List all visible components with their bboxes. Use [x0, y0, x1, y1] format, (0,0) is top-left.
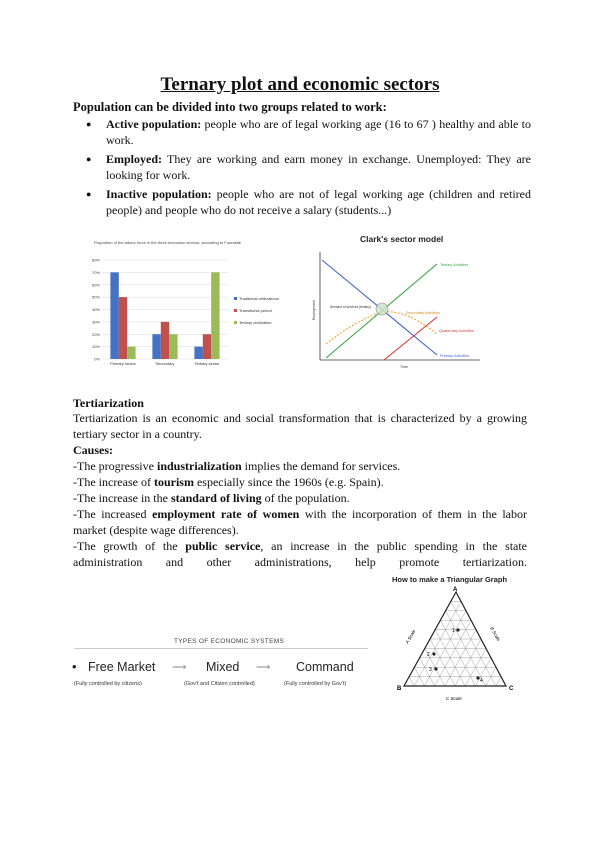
list-item	[86, 116, 531, 148]
data-point	[456, 628, 459, 631]
vertex-b-label: B	[397, 686, 402, 692]
cause-post: of the population.	[261, 491, 350, 505]
cause-pre: -The progressive	[73, 459, 157, 473]
triangle-gridline	[451, 601, 496, 686]
legend-label: Transitional period	[239, 308, 272, 313]
triangular-graph	[386, 570, 530, 704]
quaternary-line	[384, 317, 437, 360]
service-label: Demand of services (tertiary)	[330, 305, 371, 309]
triangle-gridline	[414, 601, 461, 686]
chart-caption: Proportion of the labour force in the three economic sectors, according to Fourastié	[94, 240, 241, 245]
y-tick-label: 0%	[94, 356, 100, 362]
term: Inactive population:	[106, 187, 212, 201]
x-axis-label: Time	[400, 365, 408, 369]
x-tick-label: Secondary	[155, 361, 175, 366]
legend-label: Traditional civilizations	[239, 296, 279, 301]
point-label: 4	[480, 678, 483, 684]
mixed-label: Mixed	[206, 660, 240, 674]
economic-systems-figure	[66, 628, 368, 696]
definition: They are working and earn money in exchange. Unemployed: They are looking for work.	[106, 152, 531, 182]
triangle-title: How to make a Triangular Graph	[392, 575, 508, 584]
y-tick-label: 30%	[91, 319, 100, 325]
triangle-gridline	[430, 639, 455, 686]
definition: people who are not of legal working age (children and retired people) and people who do not receive a salary (students...)	[106, 187, 531, 217]
bar	[161, 322, 169, 359]
tertiary-label: Tertiary Activities	[440, 263, 469, 267]
c-scale-label: C Scale	[446, 696, 462, 701]
page-title: Ternary plot and economic sectors	[160, 74, 440, 95]
cause-keyword: standard of living	[170, 491, 262, 505]
clark-title: Clark's sector model	[360, 234, 444, 244]
data-point	[434, 667, 437, 670]
command-note: (Fully controlled by Gov't)	[284, 681, 347, 687]
y-tick-label: 80%	[91, 257, 100, 263]
cause-pre: -The increase of	[73, 475, 154, 489]
y-tick-label: 60%	[91, 282, 100, 288]
cause-item	[73, 458, 527, 474]
legend-swatch	[234, 321, 237, 324]
cause-pre: -The growth of the	[73, 539, 186, 553]
b-scale-label: B Scale	[489, 626, 502, 642]
y-tick-label: 70%	[91, 269, 100, 275]
command-label: Command	[296, 660, 354, 674]
arrow-right-icon: ⟶	[256, 662, 271, 673]
clark-sector-model	[312, 230, 484, 374]
cause-keyword: employment rate of women	[152, 507, 300, 521]
data-point	[432, 652, 435, 655]
point-label: 1	[452, 628, 455, 634]
bar	[203, 334, 211, 359]
term: Active population:	[106, 117, 202, 131]
econ-title: TYPES OF ECONOMIC SYSTEMS	[174, 638, 285, 645]
legend-label: Tertiary civilization	[239, 320, 272, 325]
cause-keyword: tourism	[153, 475, 194, 489]
bar	[119, 297, 127, 359]
arrow-right-icon: ⟶	[172, 662, 187, 673]
y-tick-label: 40%	[91, 307, 100, 312]
bar	[169, 334, 177, 359]
point-label: 2	[427, 652, 430, 658]
bar	[127, 347, 135, 359]
y-tick-label: 10%	[91, 344, 100, 350]
fourastie-bar-chart	[86, 234, 306, 376]
cause-item	[73, 474, 527, 490]
y-tick-label: 20%	[91, 331, 100, 337]
free-market-label: Free Market	[88, 660, 156, 674]
intersection-marker	[376, 303, 388, 315]
legend-swatch	[234, 309, 237, 312]
population-list	[86, 116, 531, 221]
cause-keyword: public service	[185, 539, 261, 553]
bar	[211, 272, 219, 359]
list-item	[86, 186, 531, 218]
section-heading: Tertiarization	[73, 396, 144, 410]
cause-post: especially since the 1960s (e.g. Spain).	[193, 475, 384, 489]
cause-pre: -The increase in the	[73, 491, 171, 505]
vertex-c-label: C	[509, 686, 514, 692]
definition-paragraph: Tertiarization is an economic and social transformation that is characterized by a growing tertiary sector in a country.	[73, 411, 527, 441]
causes-heading: Causes:	[73, 443, 114, 457]
definition: people who are of legal working age (16 to 67 ) healthy and able to work.	[106, 117, 531, 147]
cause-item	[73, 538, 527, 570]
cause-item	[73, 506, 527, 538]
list-item	[86, 151, 531, 183]
x-tick-label: Tertiary sector	[194, 361, 220, 366]
triangle-gridline	[409, 677, 414, 686]
bar	[152, 334, 160, 359]
divider	[74, 648, 368, 649]
y-tick-label: 50%	[91, 294, 100, 300]
intro-heading: Population can be divided into two groups related to work:	[73, 100, 387, 114]
vertex-a-label: A	[453, 587, 458, 593]
point-label: 3	[429, 667, 432, 673]
legend-swatch	[234, 297, 237, 300]
cause-pre: -The increased	[73, 507, 153, 521]
triangle-gridline	[496, 677, 501, 686]
quaternary-label: Quaternary Activities	[439, 329, 474, 333]
bar	[110, 272, 118, 359]
bar	[194, 347, 202, 359]
free-market-note: (Fully controlled by citizens)	[74, 681, 142, 687]
bullet-icon: •	[72, 659, 77, 674]
primary-label: Primary Activities	[440, 354, 469, 358]
cause-post: , an increase in the public spending in the state administration and other administrations, help promote tertiarization.	[73, 539, 528, 569]
x-tick-label: Primary sector	[110, 361, 136, 366]
secondary-curve	[326, 312, 437, 344]
mixed-note: (Gov't and Citizen controlled)	[184, 681, 255, 687]
cause-item	[73, 490, 527, 506]
a-scale-label: A Scale	[404, 628, 417, 645]
cause-keyword: industrialization	[156, 459, 242, 473]
secondary-label: Secondary Activities	[406, 311, 440, 315]
y-axis-label: Employment	[312, 300, 316, 320]
cause-post: implies the demand for services.	[241, 459, 401, 473]
term: Employed:	[106, 152, 163, 166]
cause-post: with the incorporation of them in the labor market (despite wage differences).	[73, 507, 527, 537]
